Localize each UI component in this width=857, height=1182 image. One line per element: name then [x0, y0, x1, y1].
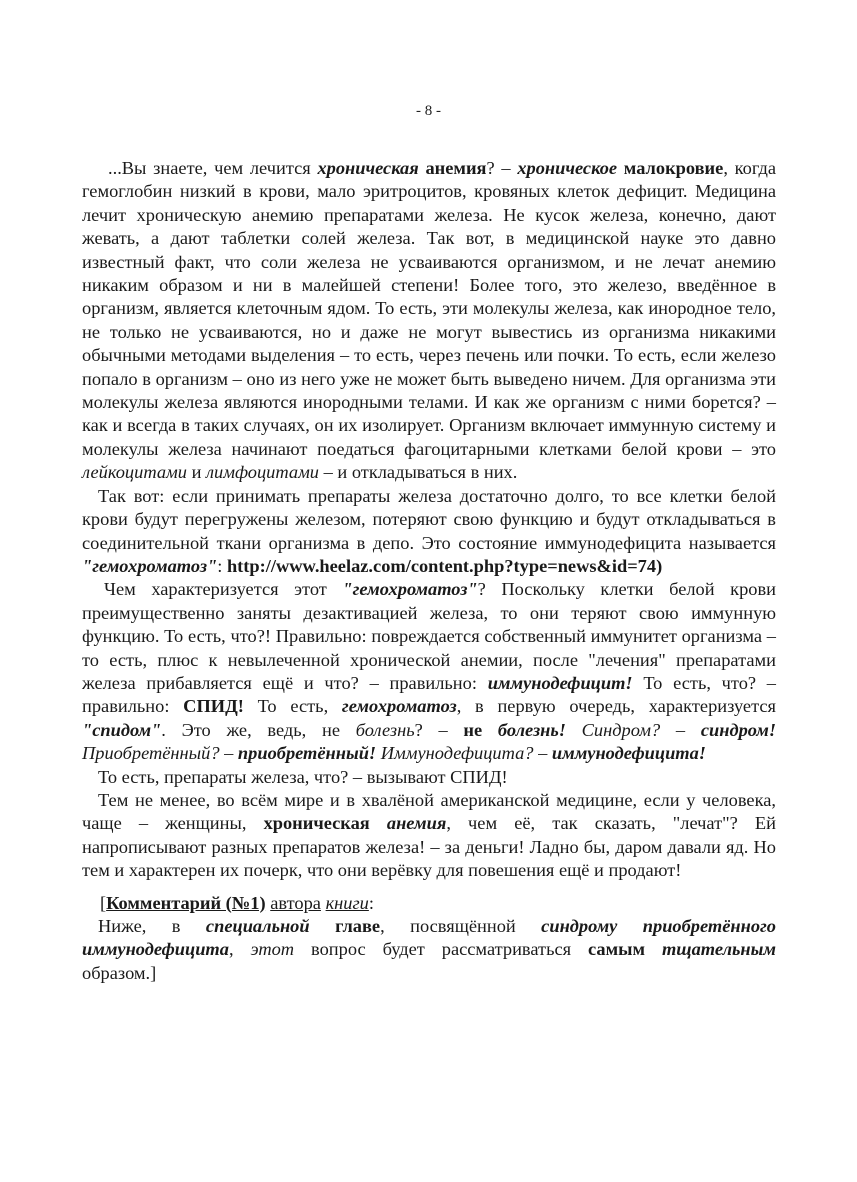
italic-span: Синдром?: [581, 719, 661, 740]
emphasis-span: "спидом": [82, 719, 162, 740]
emphasis-span: приобретённый!: [237, 743, 377, 764]
emphasis-span: "гемохроматоз": [82, 555, 218, 576]
italic-span: Иммунодефицита?: [380, 743, 534, 764]
text-span: То есть, препараты железа, что? – вызывают СПИД!: [98, 766, 508, 787]
paragraph-immunodeficiency: [82, 578, 776, 765]
emphasis-span: гемохроматоз: [341, 696, 457, 717]
emphasis-span: хроническое: [517, 158, 618, 178]
text-span: То есть, что? – правильно:: [82, 672, 777, 717]
italic-span: лейкоцитами: [82, 462, 187, 483]
bold-span: не: [463, 719, 483, 740]
text-span: [482, 720, 498, 740]
text-span: –: [533, 743, 552, 764]
text-span: [617, 158, 624, 178]
text-span: и: [186, 462, 207, 483]
paragraph-author-comment: [82, 915, 776, 985]
text-span: образом.]: [82, 962, 157, 983]
bold-span: СПИД!: [183, 696, 244, 717]
emphasis-span: иммунодефицит!: [487, 672, 633, 693]
text-span: , когда гемоглобин низкий в крови, мало эритроцитов, кровяных клеток дефицит. Медицина лечит хроническую анемию препаратами железа. Не кусок железа, конечно, дают жевать, а дают таблетки солей железа. Так вот, в медицинской науке это давно известный факт, что соли железа не усваиваются организмом, и не лечат анемию никаким образом и ни в малейшей степени! Более того, это железо, введённое в организм, является клеточным ядом. То есть, эти молекулы железа, как инородное тело, не только не усваиваются, но и даже не могут вывестись из организма никакими обычными методами выделения – то есть, через печень или почки. То есть, если железо попало в организм – оно из него уже не может быть выведено ничем. Для организма эти молекулы железа являются инородными телами. И как же организм с ними борется? – как и всегда в таких случаях, он их изолирует. Организм включает иммунную систему и молекулы железа начинают поедаться фагоцитарными клетками белой крови – это: [82, 158, 776, 459]
text-span: :: [368, 892, 374, 913]
text-span: [566, 720, 582, 740]
text-span: –: [219, 743, 238, 764]
paragraph-american-medicine: [82, 789, 776, 883]
underlined-span: автора: [270, 892, 321, 913]
text-span: То есть,: [243, 696, 342, 717]
bold-span: хроническая: [263, 813, 370, 834]
text-span: [645, 939, 662, 959]
emphasis-span: хроническая: [317, 158, 419, 178]
emphasis-span: "гемохроматоз": [342, 579, 478, 600]
text-span: [: [100, 892, 107, 913]
underlined-italic-span: книги: [325, 892, 369, 913]
italic-span: лимфоцитами: [206, 462, 319, 483]
text-span: [310, 916, 335, 936]
text-span: вопрос будет рассматриваться: [294, 939, 589, 960]
page-body: [82, 157, 776, 985]
text-span: ? Поскольку клетки белой крови преимущественно заняты дезактивацией железа, то они теряют свою иммунную функцию. То есть, что?! Правильно: повреждается собственный иммунитет организма – то есть, плюс к невылеченной хронической анемии, после "лечения" препаратами железа прибавляется ещё и что? – правильно:: [82, 579, 776, 693]
emphasis-span: тщательным: [661, 939, 776, 960]
text-span: , посвящённой: [380, 916, 542, 936]
text-span: . Это же, ведь, не: [161, 719, 356, 740]
emphasis-span: иммунодефицита!: [551, 743, 706, 764]
emphasis-span: специальной: [205, 916, 310, 936]
bold-span: главе: [335, 916, 381, 936]
italic-span: болезнь: [355, 719, 415, 740]
paragraph-anemia: [82, 157, 776, 485]
text-span: ...Вы знаете, чем лечится: [108, 158, 318, 178]
text-span: Так вот: если принимать препараты железа достаточно долго, то все клетки белой крови будут перегружены железом, потеряют свою функцию и будут откладываться в соединительной ткани организма в депо. Это состояние иммунодефицита называется: [82, 485, 776, 553]
bold-span: малокровие: [623, 158, 724, 178]
paragraph-hemochromatosis: [82, 485, 776, 579]
text-span: – и откладываться в них.: [319, 462, 518, 483]
text-span: ? –: [486, 158, 518, 178]
text-span: Тем не менее, во всём мире и в хвалёной американской медицине, если у человека, чаще – женщины,: [82, 789, 776, 834]
bold-span: самым: [588, 939, 646, 960]
bold-span: анемия: [425, 158, 487, 178]
text-span: Чем характеризуется этот: [104, 579, 343, 600]
text-span: :: [217, 555, 227, 576]
text-span: ? –: [414, 719, 464, 740]
emphasis-span: синдром!: [700, 719, 777, 740]
italic-span: Приобретённый?: [82, 743, 220, 764]
page-number: - 8 -: [416, 103, 441, 119]
source-url: http://www.heelaz.com/content.php?type=news&id=74): [226, 555, 663, 576]
emphasis-span: синдрому приобретённого иммунодефицита: [82, 916, 776, 960]
italic-span: этот: [250, 939, 295, 960]
emphasis-span: анемия: [386, 813, 447, 834]
text-span: , чем её, так сказать, "лечат"? Ей напрописывают разных препаратов железа! – за деньги! Ладно бы, даром давали яд. Но тем и характерен их почерк, что они верёвку для повешения ещё и продают!: [82, 813, 777, 881]
text-span: [370, 813, 387, 833]
paragraph-conclusion: [82, 766, 776, 789]
comment-label: Комментарий (№1): [106, 892, 266, 913]
text-span: Ниже, в: [98, 916, 206, 936]
text-span: ,: [228, 939, 251, 960]
text-span: , в первую очередь, характеризуется: [456, 696, 776, 717]
text-span: –: [660, 719, 701, 740]
emphasis-span: болезнь!: [497, 719, 566, 740]
author-comment-heading: [82, 892, 776, 915]
